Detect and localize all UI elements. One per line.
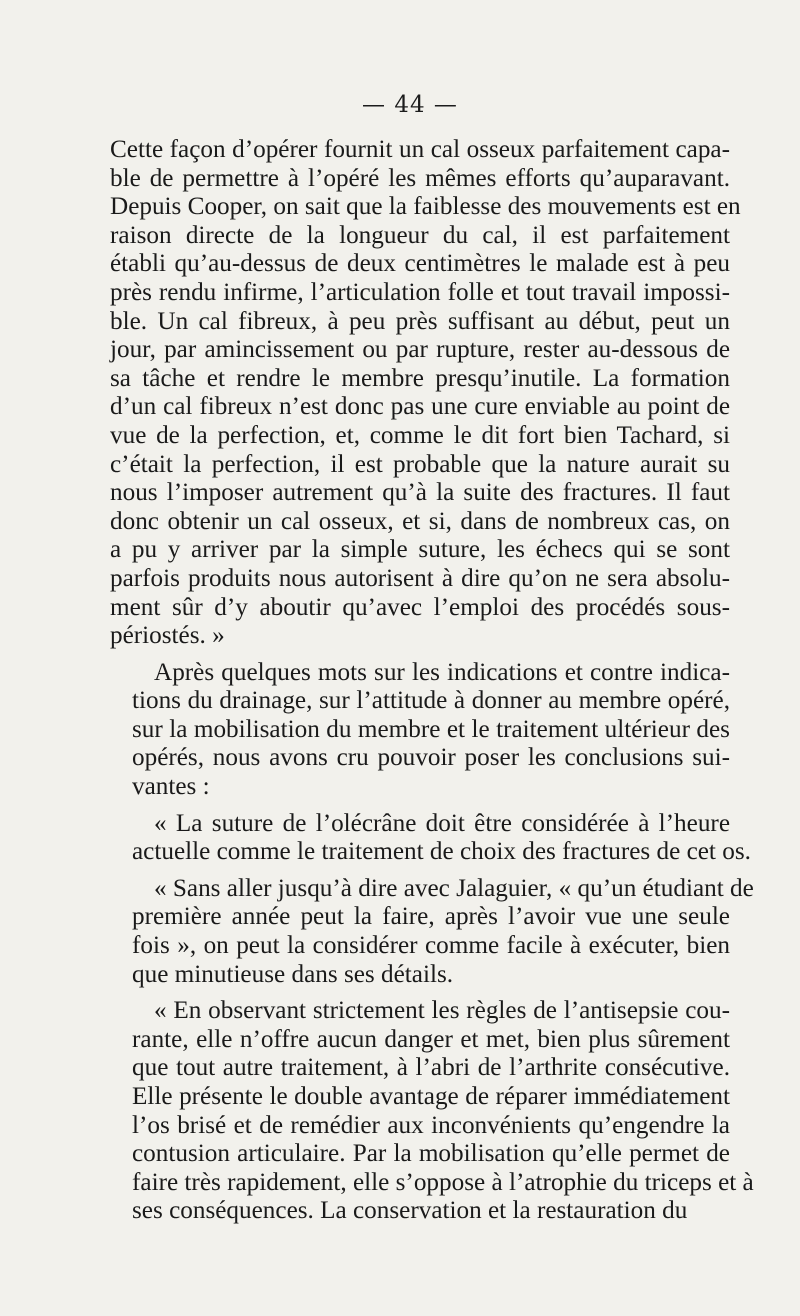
- text-line: c’était la perfection, il est probable que la nature aurait su: [110, 450, 730, 478]
- text-line: tions du drainage, sur l’attitude à donner au membre opéré,: [132, 687, 730, 715]
- text-line: ble. Un cal fibreux, à peu près suffisant au début, peut un: [110, 307, 730, 335]
- text-line: ment sûr d’y aboutir qu’avec l’emploi des procédés sous-: [110, 593, 730, 621]
- text-line: vantes :: [132, 773, 210, 801]
- paragraph-4: [110, 874, 754, 989]
- paragraph-1: [110, 136, 741, 651]
- text-line: a pu y arriver par la simple suture, les échecs qui se sont: [110, 536, 730, 564]
- text-line: que tout autre traitement, à l’abri de l’arthrite consécutive.: [132, 1054, 730, 1082]
- text-line: que minutieuse dans ses détails.: [132, 960, 454, 988]
- text-line: fois », on peut la considérer comme facile à exécuter, bien: [132, 932, 730, 960]
- text-line: « En observant strictement les règles de l’antisepsie cou-: [154, 997, 730, 1025]
- text-line: opérés, nous avons cru pouvoir poser les conclusions sui-: [132, 744, 730, 772]
- text-line: l’os brisé et de remédier aux inconvénients qu’engendre la: [132, 1111, 730, 1139]
- paragraph-3: [110, 809, 751, 867]
- text-line: « La suture de l’olécrâne doit être considérée à l’heure: [154, 809, 730, 837]
- text-line: périostés. »: [110, 622, 225, 650]
- text-line: Depuis Cooper, on sait que la faiblesse des mouvements est en: [110, 193, 741, 221]
- text-line: d’un cal fibreux n’est donc pas une cure enviable au point de: [110, 393, 730, 421]
- text-line: près rendu infirme, l’articulation folle et tout travail impossi-: [110, 278, 730, 306]
- text-line: Elle présente le double avantage de réparer immédiatement: [132, 1083, 730, 1110]
- text-line: contusion articulaire. Par la mobilisation qu’elle permet de: [132, 1140, 730, 1168]
- text-line: « Sans aller jusqu’à dire avec Jalaguier, « qu’un étudiant de: [154, 874, 754, 902]
- body-text: [110, 136, 754, 1226]
- text-line: Après quelques mots sur les indications et contre indica-: [154, 658, 730, 686]
- text-line: parfois produits nous autorisent à dire qu’on ne sera absolu-: [110, 564, 730, 592]
- text-line: actuelle comme le traitement de choix des fractures de cet os.: [132, 838, 751, 866]
- text-line: première année peut la faire, après l’avoir vue une seule: [132, 903, 730, 931]
- text-line: ble de permettre à l’opéré les mêmes efforts qu’auparavant.: [110, 164, 730, 192]
- text-line: vue de la perfection, et, comme le dit fort bien Tachard, si: [110, 421, 730, 449]
- paragraph-2: [110, 659, 730, 802]
- text-line: jour, par amincissement ou par rupture, rester au-dessous de: [110, 336, 730, 364]
- text-line: nous l’imposer autrement qu’à la suite des fractures. Il faut: [110, 479, 730, 507]
- paragraph-5: [110, 997, 754, 1226]
- page-number: — 44 —: [362, 92, 458, 118]
- text-line: faire très rapidement, elle s’oppose à l’atrophie du triceps et à: [132, 1168, 754, 1196]
- text-line: sa tâche et rendre le membre presqu’inutile. La formation: [110, 364, 730, 392]
- text-line: ses conséquences. La conservation et la restauration du: [132, 1197, 688, 1225]
- text-line: Cette façon d’opérer fournit un cal osseux parfaitement capa-: [110, 136, 730, 163]
- text-line: rante, elle n’offre aucun danger et met, bien plus sûrement: [132, 1025, 730, 1053]
- text-line: sur la mobilisation du membre et le traitement ultérieur des: [132, 715, 730, 743]
- text-line: donc obtenir un cal osseux, et si, dans de nombreux cas, on: [110, 507, 730, 535]
- text-line: raison directe de la longueur du cal, il est parfaitement: [110, 221, 730, 249]
- text-line: établi qu’au-dessus de deux centimètres le malade est à peu: [110, 250, 730, 278]
